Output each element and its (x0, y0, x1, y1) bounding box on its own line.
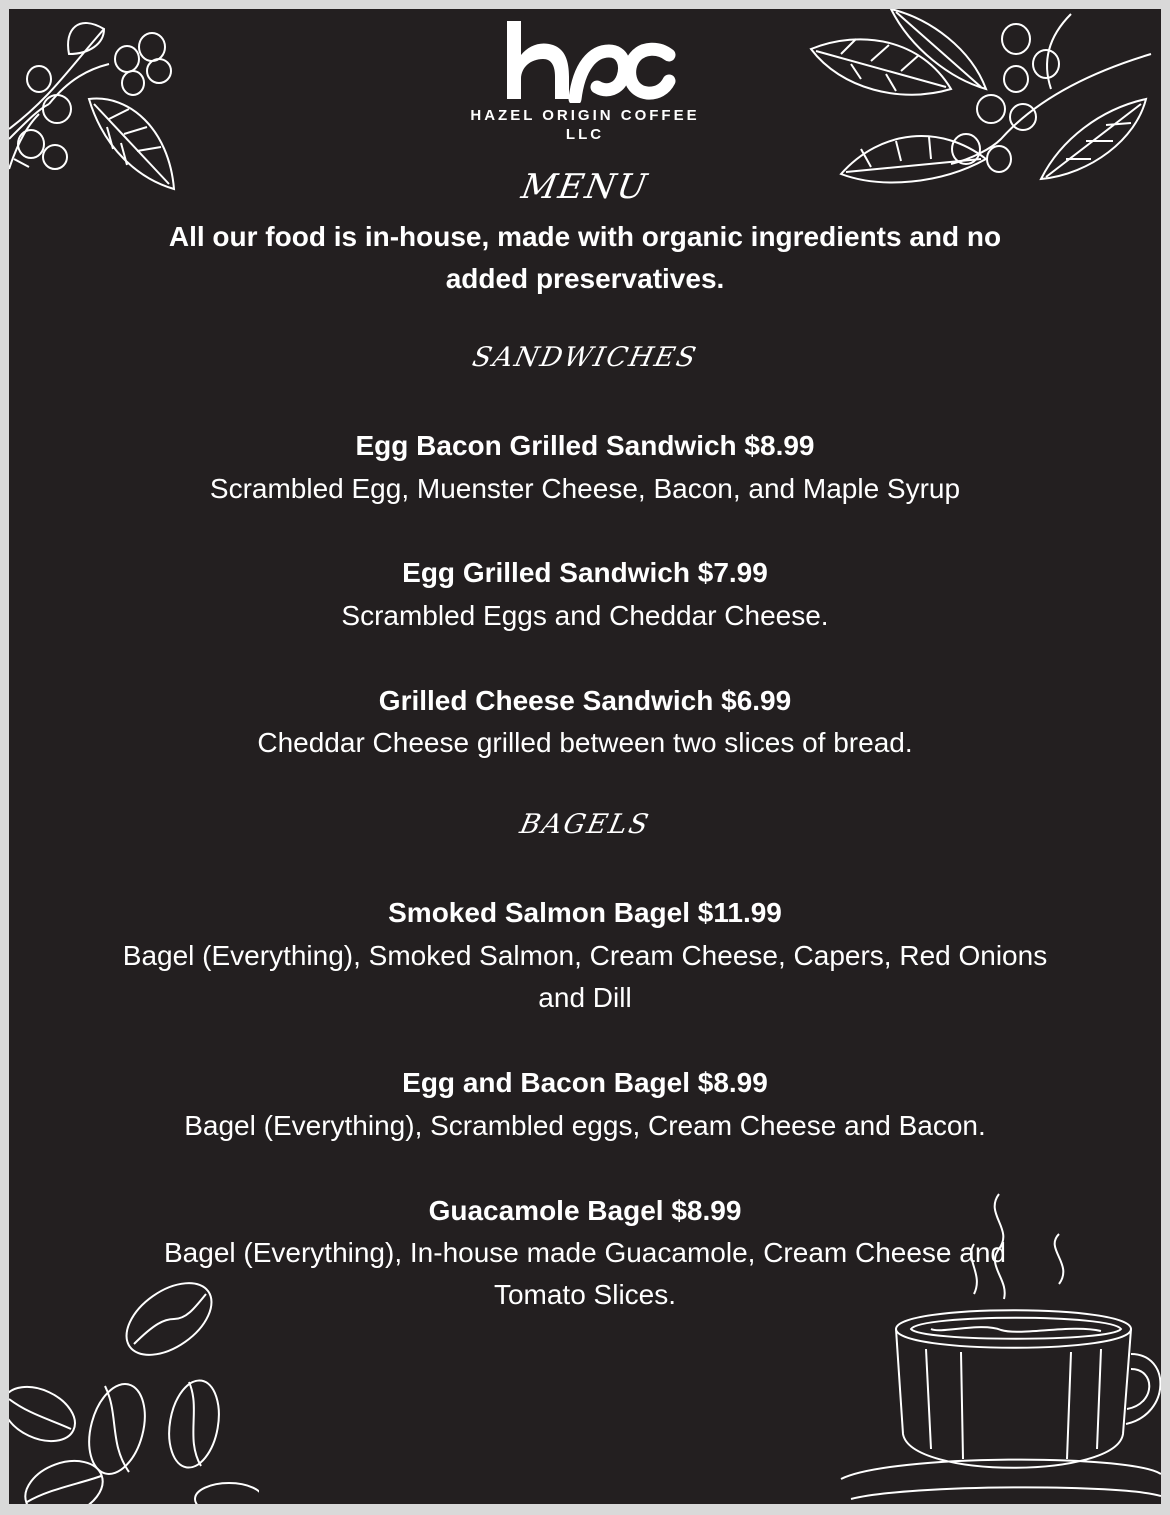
menu-item-description: Bagel (Everything), Scrambled eggs, Cream Cheese and Bacon. (184, 1110, 986, 1141)
coffee-bean-icon (9, 1354, 259, 1504)
coffee-bean-icon (114, 1274, 234, 1364)
intro-text: All our food is in-house, made with organic ingredients and no added preservatives. (168, 221, 1002, 294)
brand-name (9, 106, 1161, 144)
menu-item-name: Egg and Bacon Bagel $8.99 (402, 1067, 768, 1098)
section-title-sandwiches: SANDWICHES (469, 342, 701, 373)
menu-item-description: Cheddar Cheese grilled between two slices of bread. (257, 727, 913, 758)
brand-name-line2: LLC (565, 126, 605, 143)
menu-item-name: Guacamole Bagel $8.99 (428, 1195, 742, 1226)
brand-logo-mark (497, 21, 677, 103)
menu-item-description: Bagel (Everything), In-house made Guacamole, Cream Cheese and Tomato Slices. (164, 1237, 1006, 1310)
menu-title: MENU (518, 167, 652, 207)
menu-item-name: Egg Bacon Grilled Sandwich $8.99 (355, 430, 815, 461)
coffee-cup-icon (831, 1274, 1161, 1504)
menu-item-description: Scrambled Eggs and Cheddar Cheese. (341, 600, 829, 631)
menu-item-name: Egg Grilled Sandwich $7.99 (402, 557, 768, 588)
menu-item-description: Bagel (Everything), Smoked Salmon, Cream Cheese, Capers, Red Onions and Dill (122, 940, 1048, 1013)
menu-page (9, 9, 1161, 1504)
brand-name-line1: HAZEL ORIGIN COFFEE (470, 107, 700, 124)
menu-item-name: Smoked Salmon Bagel $11.99 (388, 897, 782, 928)
section-title-bagels: BAGELS (517, 809, 653, 840)
menu-item-description: Scrambled Egg, Muenster Cheese, Bacon, and Maple Syrup (209, 473, 961, 504)
menu-item-name: Grilled Cheese Sandwich $6.99 (378, 685, 792, 716)
